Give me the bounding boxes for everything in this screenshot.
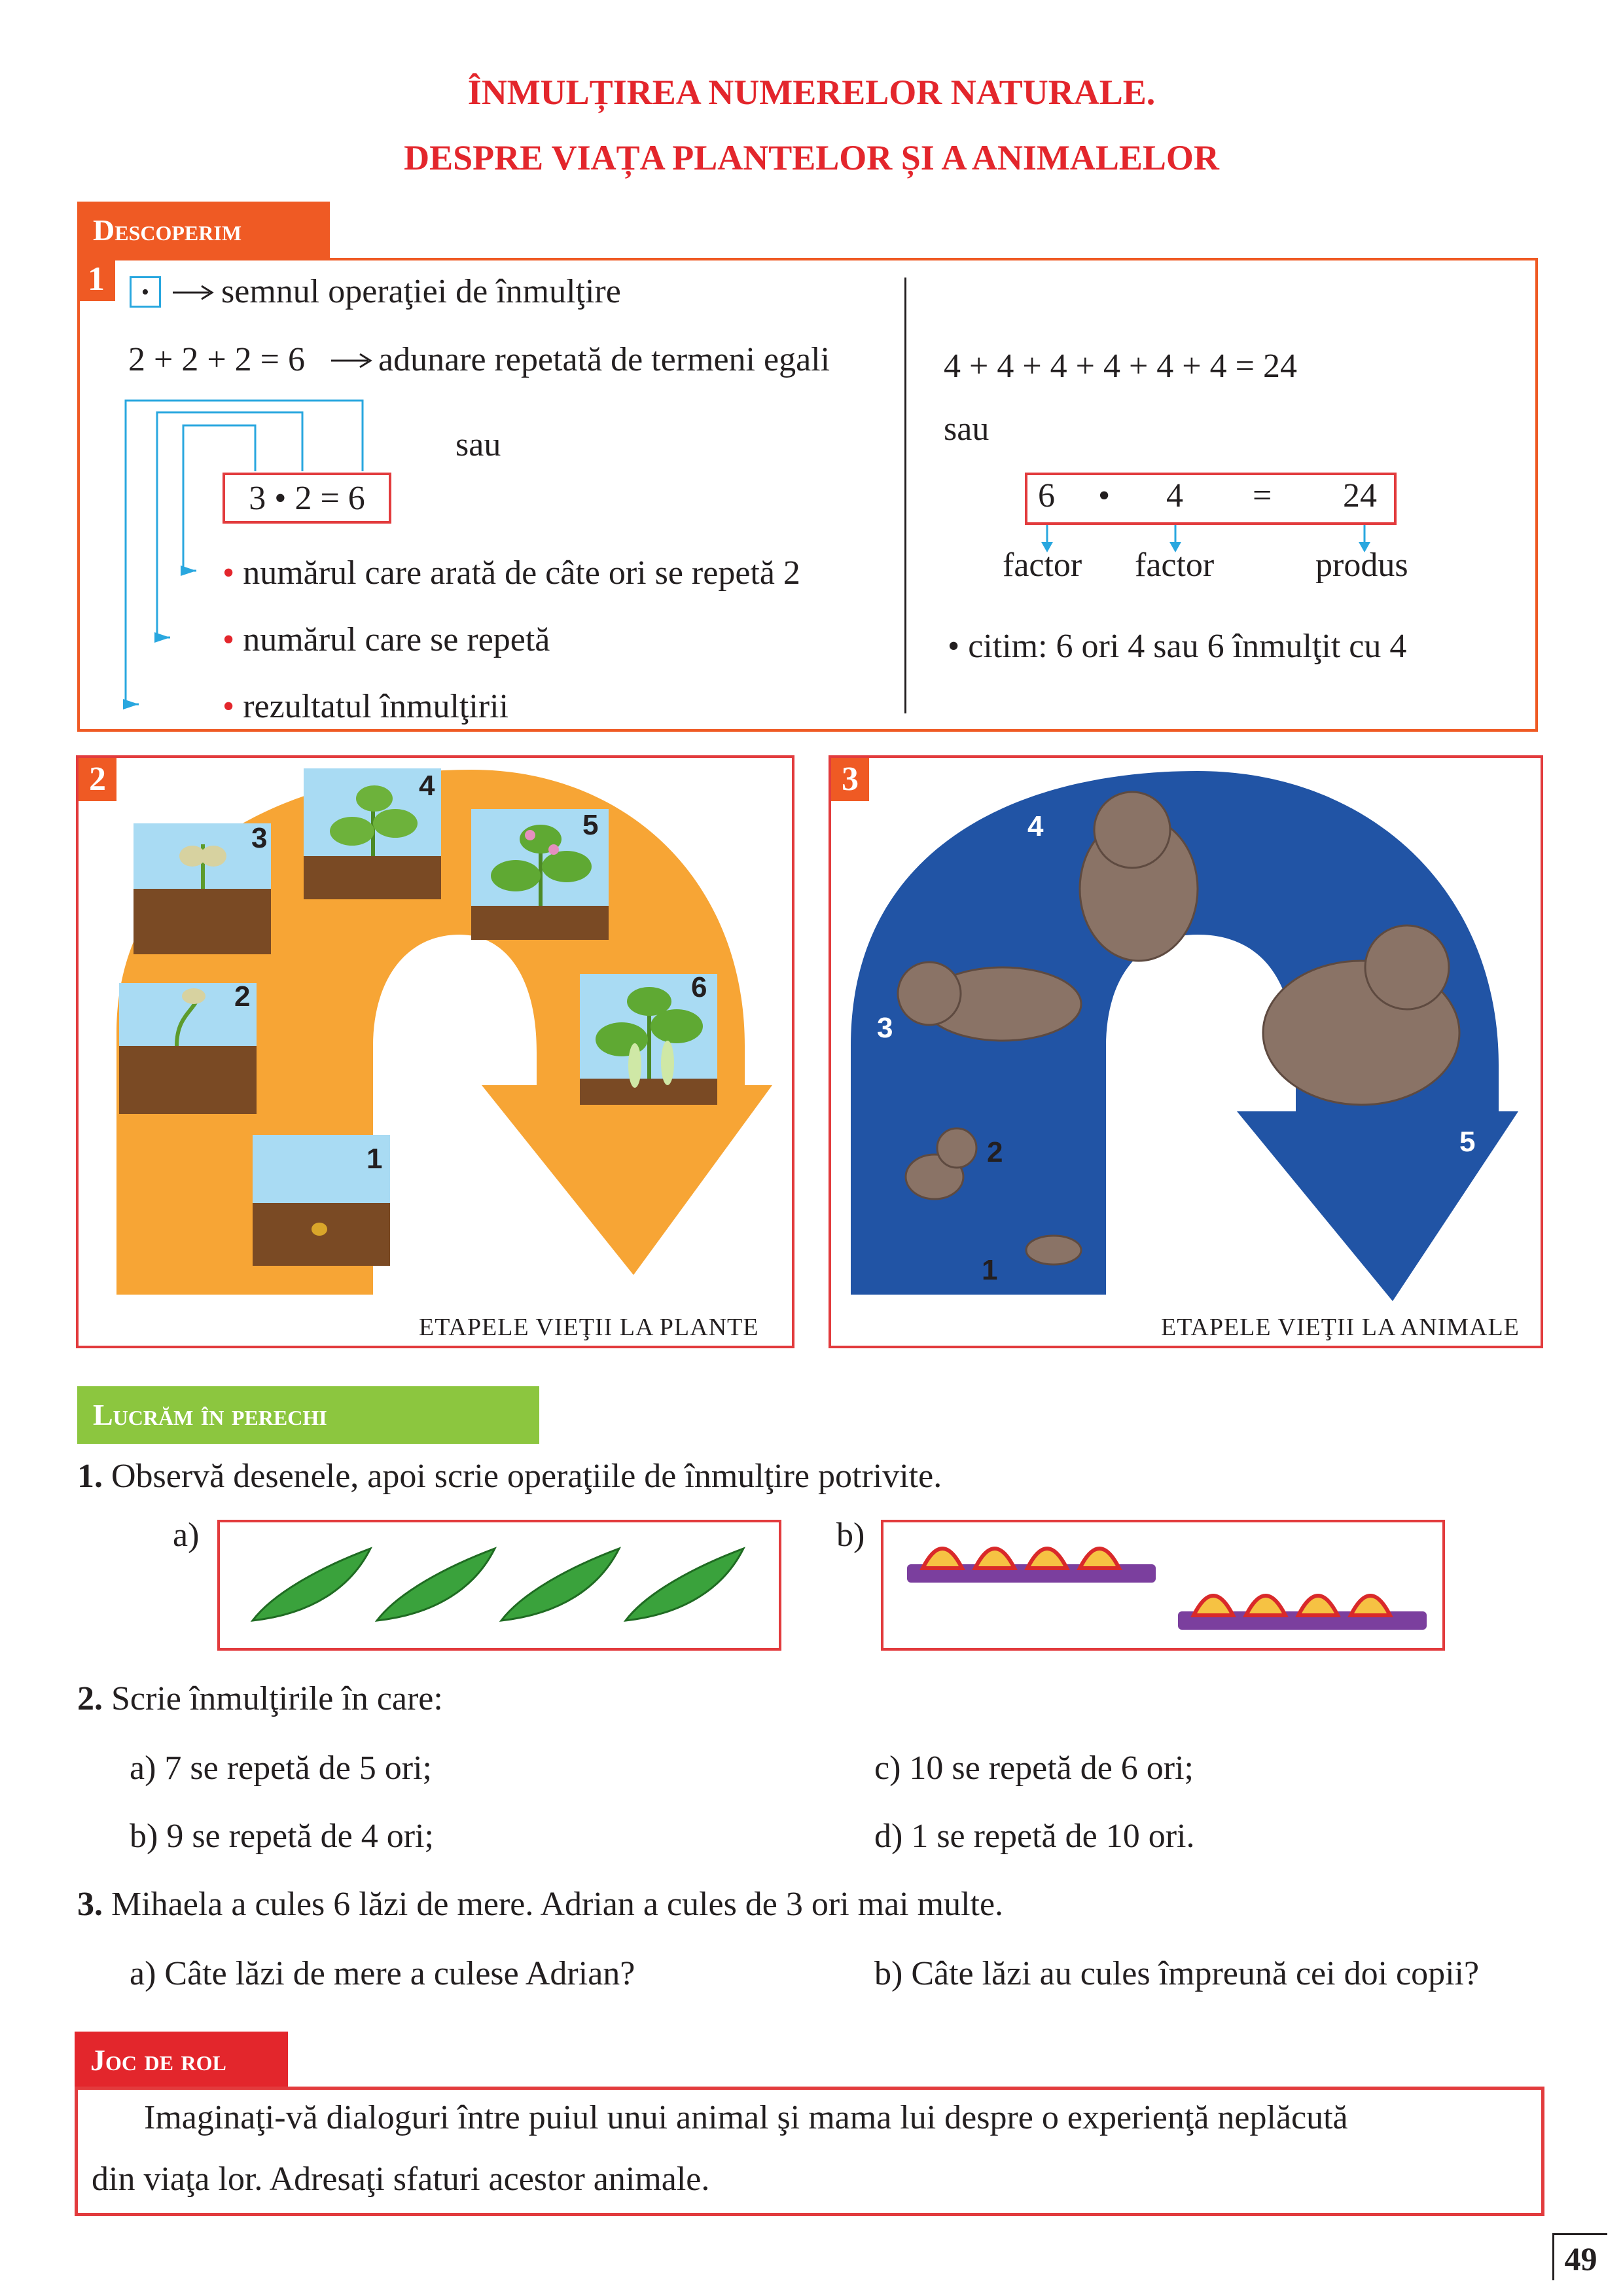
- animal-stage-label-4: 4: [1027, 810, 1044, 842]
- animal-stage-label-3: 3: [877, 1012, 893, 1044]
- factor-equation-box: [1025, 473, 1397, 525]
- section-badge-3: 3: [831, 758, 869, 801]
- tray-2: [1178, 1596, 1427, 1630]
- exercise-1b-label: b): [836, 1516, 865, 1554]
- explanation-3: • rezultatul înmulţirii: [223, 688, 509, 725]
- joc-tag: Joc de rol: [75, 2032, 288, 2088]
- multiply-sign-box: •: [130, 276, 161, 308]
- exercise-3b: b) Câte lăzi au cules împreună cei doi copii?: [874, 1955, 1480, 1992]
- label-factor-2: factor: [1135, 547, 1215, 584]
- exercise-1: [77, 1457, 942, 1496]
- animals-caption: ETAPELE VIEŢII LA ANIMALE: [1161, 1314, 1520, 1341]
- apple-slices-illustration: [883, 1522, 1442, 1648]
- exercise-1-text: Observă desenele, apoi scrie operaţiile de înmulţire potrivite.: [111, 1458, 942, 1495]
- explanation-1-text: numărul care arată de câte ori se repetă 2: [243, 554, 800, 592]
- exercise-2-number: 2.: [77, 1680, 103, 1717]
- animal-stage-label-2: 2: [987, 1136, 1003, 1168]
- plant-stage-label-1: 1: [366, 1143, 383, 1175]
- exercise-3-number: 3.: [77, 1886, 103, 1923]
- pea-pod-1: [253, 1549, 370, 1621]
- plant-stage-label-2: 2: [234, 980, 251, 1013]
- eq-factor-1: 6: [1038, 477, 1055, 514]
- exercise-2: [77, 1679, 443, 1718]
- section-badge-1: 1: [77, 258, 115, 301]
- plant-lifecycle-illustration: [79, 758, 792, 1308]
- animal-stage-label-5: 5: [1459, 1126, 1476, 1158]
- reading-note: • citim: 6 ori 4 sau 6 înmulţit cu 4: [948, 628, 1407, 665]
- exercise-2-text: Scrie înmulţirile în care:: [111, 1680, 443, 1717]
- pea-pod-3: [501, 1549, 619, 1621]
- page-title: ÎNMULȚIREA NUMERELOR NATURALE.: [467, 73, 1156, 112]
- pea-pods-illustration: [220, 1522, 779, 1648]
- exercise-3-text: Mihaela a cules 6 lăzi de mere. Adrian a cules de 3 ori mai multe.: [111, 1886, 1004, 1923]
- exercise-2d: d) 1 se repetă de 10 ori.: [874, 1818, 1195, 1855]
- page-subtitle: DESPRE VIAȚA PLANTELOR ȘI A ANIMALELOR: [404, 138, 1219, 177]
- repeated-addition: 2 + 2 + 2 = 6: [128, 341, 305, 378]
- explanation-1: • numărul care arată de câte ori se repetă 2: [223, 554, 800, 592]
- apples-box: [881, 1520, 1445, 1651]
- repeated-addition-desc: adunare repetată de termeni egali: [378, 341, 830, 378]
- section-badge-2: 2: [79, 758, 116, 801]
- exercise-2b: b) 9 se repetă de 4 ori;: [130, 1818, 434, 1855]
- product-example: 3 • 2 = 6: [223, 473, 391, 524]
- animal-stage-label-1: 1: [982, 1254, 998, 1286]
- explanation-3-text: rezultatul înmulţirii: [243, 688, 509, 725]
- eq-factor-2: 4: [1166, 477, 1183, 514]
- exercise-3: [77, 1885, 1003, 1924]
- exercise-3a: a) Câte lăzi de mere a culese Adrian?: [130, 1955, 635, 1992]
- right-sum: 4 + 4 + 4 + 4 + 4 + 4 = 24: [944, 348, 1297, 385]
- joc-line-2: din viaţa lor. Adresaţi sfaturi acestor animale.: [92, 2161, 710, 2198]
- label-produs: produs: [1315, 547, 1408, 584]
- eq-equals: =: [1253, 477, 1272, 514]
- page-number: 49: [1552, 2233, 1607, 2280]
- tray-1: [907, 1549, 1156, 1583]
- eq-product: 24: [1343, 477, 1377, 514]
- right-arrow-icon: [330, 351, 373, 370]
- descoperim-tag: Descoperim: [77, 202, 330, 259]
- cat-stage-1: [1026, 1236, 1081, 1265]
- eq-dot: •: [1098, 477, 1111, 514]
- explanation-2-text: numărul care se repetă: [243, 621, 550, 658]
- exercise-1a-label: a): [173, 1516, 200, 1554]
- sau-right: sau: [944, 410, 990, 448]
- peas-box: [217, 1520, 781, 1651]
- sign-description: semnul operaţiei de înmulţire: [221, 273, 621, 310]
- plants-caption: ETAPELE VIEŢII LA PLANTE: [419, 1314, 759, 1341]
- plant-stage-label-5: 5: [582, 809, 599, 841]
- divider: [904, 278, 906, 713]
- plant-stage-3: [134, 823, 271, 954]
- label-factor-1: factor: [1003, 547, 1082, 584]
- lucram-tag: Lucrăm în perechi: [77, 1386, 539, 1444]
- plant-stage-label-3: 3: [251, 822, 268, 854]
- pea-pod-4: [626, 1549, 743, 1621]
- right-arrow-icon: [171, 283, 215, 302]
- animal-lifecycle-illustration: [831, 758, 1541, 1308]
- plant-stage-label-4: 4: [419, 770, 435, 802]
- joc-line-1: Imaginaţi-vă dialoguri între puiul unui animal şi mama lui despre o experienţă neplăcută: [144, 2099, 1348, 2136]
- plant-stage-label-6: 6: [691, 971, 707, 1003]
- exercise-2a: a) 7 se repetă de 5 ori;: [130, 1749, 433, 1787]
- explanation-2: • numărul care se repetă: [223, 621, 550, 658]
- exercise-2c: c) 10 se repetă de 6 ori;: [874, 1749, 1194, 1787]
- exercise-1-number: 1.: [77, 1458, 103, 1495]
- pea-pod-2: [377, 1549, 495, 1621]
- sau-left: sau: [455, 426, 501, 463]
